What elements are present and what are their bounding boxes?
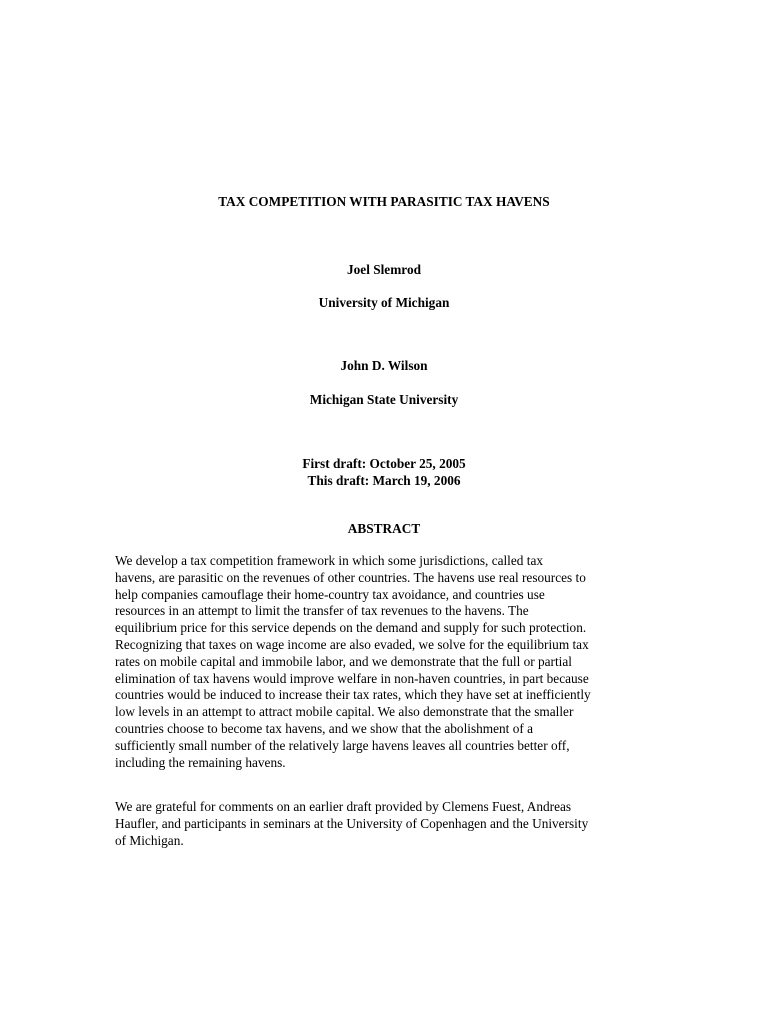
author-name-1: Joel Slemrod <box>347 262 421 277</box>
abstract-heading: ABSTRACT <box>347 521 421 536</box>
current-draft-date: This draft: March 19, 2006 <box>307 473 461 488</box>
abstract-body: We develop a tax competition framework in which some jurisdictions, called tax havens, are parasitic on the revenues of other countries. The havens use real resources to help companies camouflage their home-country tax avoidance, and countries use resources in an attempt to limit the transfer of tax revenues to the havens. The equilibrium price for this service depends on the demand and supply for such protection. Recognizing that taxes on wage income are also evaded, we solve for the equilibrium tax rates on mobile capital and immobile labor, and we demonstrate that the full or partial elimination of tax havens would improve welfare in non-haven countries, in part because countries would be induced to increase their tax rates, which they have set at inefficiently low levels in an attempt to attract mobile capital. We also demonstrate that the smaller countries choose to become tax havens, and we show that the abolishment of a sufficiently small number of the relatively large havens leaves all countries better off, including the remaining havens. <box>115 553 591 770</box>
author-name-2: John D. Wilson <box>340 358 428 373</box>
acknowledgment-paragraph: We are grateful for comments on an earlier draft provided by Clemens Fuest, Andreas Haufler, and participants in seminars at the University of Copenhagen and the University of Michigan. <box>115 799 589 848</box>
author-affiliation-2: Michigan State University <box>309 392 459 407</box>
paper-title: TAX COMPETITION WITH PARASITIC TAX HAVENS <box>218 194 550 209</box>
first-draft-date: First draft: October 25, 2005 <box>302 456 466 471</box>
author-affiliation-1: University of Michigan <box>318 295 450 310</box>
